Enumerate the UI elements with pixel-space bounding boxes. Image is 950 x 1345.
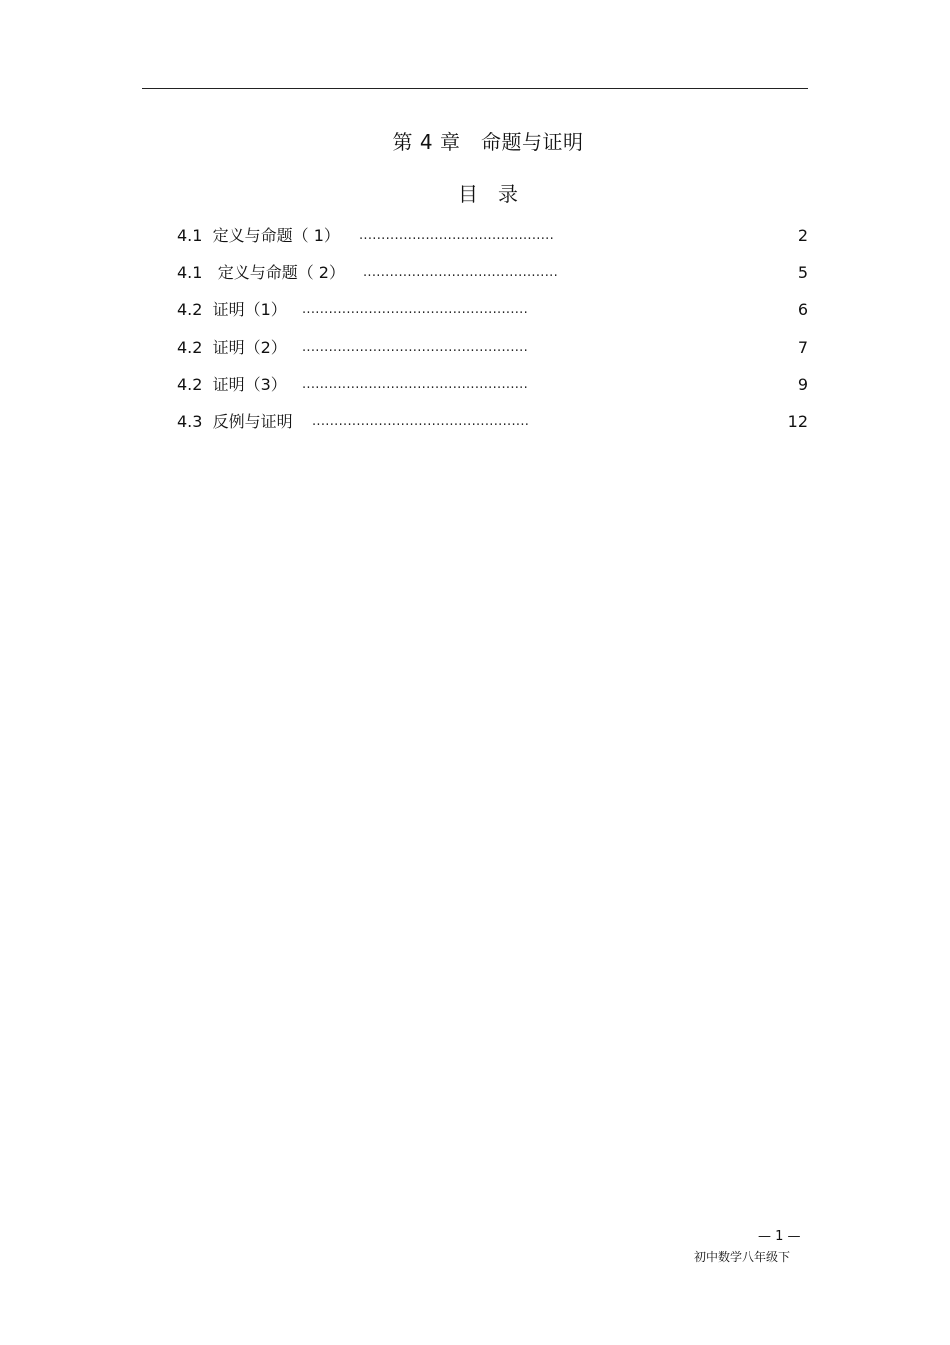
- toc-entry-label: 4.1 定义与命题（ 1）: [177, 226, 340, 245]
- footer-page-number: — 1 —: [758, 1229, 801, 1244]
- footer-book-title: 初中数学八年级下: [694, 1250, 791, 1264]
- toc-entry-page: 5: [797, 263, 808, 283]
- toc-entry[interactable]: [177, 261, 808, 298]
- toc-entry-label: 4.1 定义与命题（ 2）: [177, 263, 345, 283]
- toc-entry[interactable]: [177, 224, 808, 261]
- toc-entry-leader: ............................................: [363, 265, 559, 281]
- header-rule: [142, 88, 808, 89]
- toc-entry-leader: ...................................................: [302, 302, 529, 318]
- toc-entry[interactable]: [177, 410, 808, 447]
- toc-entry-label: 4.3 反例与证明: [177, 411, 293, 431]
- toc-entry-label: 4.2 证明（3）: [177, 374, 287, 394]
- toc-entry-leader: ............................................: [359, 228, 555, 243]
- toc-entry-leader: .................................................: [312, 413, 530, 429]
- toc-entry-page: 7: [797, 337, 808, 357]
- toc-entry-page: 6: [797, 300, 808, 320]
- toc-entry-label: 4.2 证明（2）: [177, 337, 287, 357]
- toc-entry-leader: ...................................................: [302, 376, 529, 392]
- toc-entry[interactable]: [177, 298, 808, 335]
- toc-entry-page: 2: [797, 226, 808, 245]
- toc-heading: 目 录: [458, 182, 518, 206]
- table-of-contents: [177, 224, 808, 447]
- chapter-title: 第 4 章 命题与证明: [392, 130, 584, 154]
- toc-entry[interactable]: [177, 336, 808, 373]
- toc-entry-page: 12: [787, 411, 808, 431]
- toc-entry-leader: ...................................................: [302, 339, 529, 355]
- toc-entry-label: 4.2 证明（1）: [177, 300, 287, 320]
- toc-entry-page: 9: [797, 374, 808, 394]
- toc-entry[interactable]: [177, 373, 808, 410]
